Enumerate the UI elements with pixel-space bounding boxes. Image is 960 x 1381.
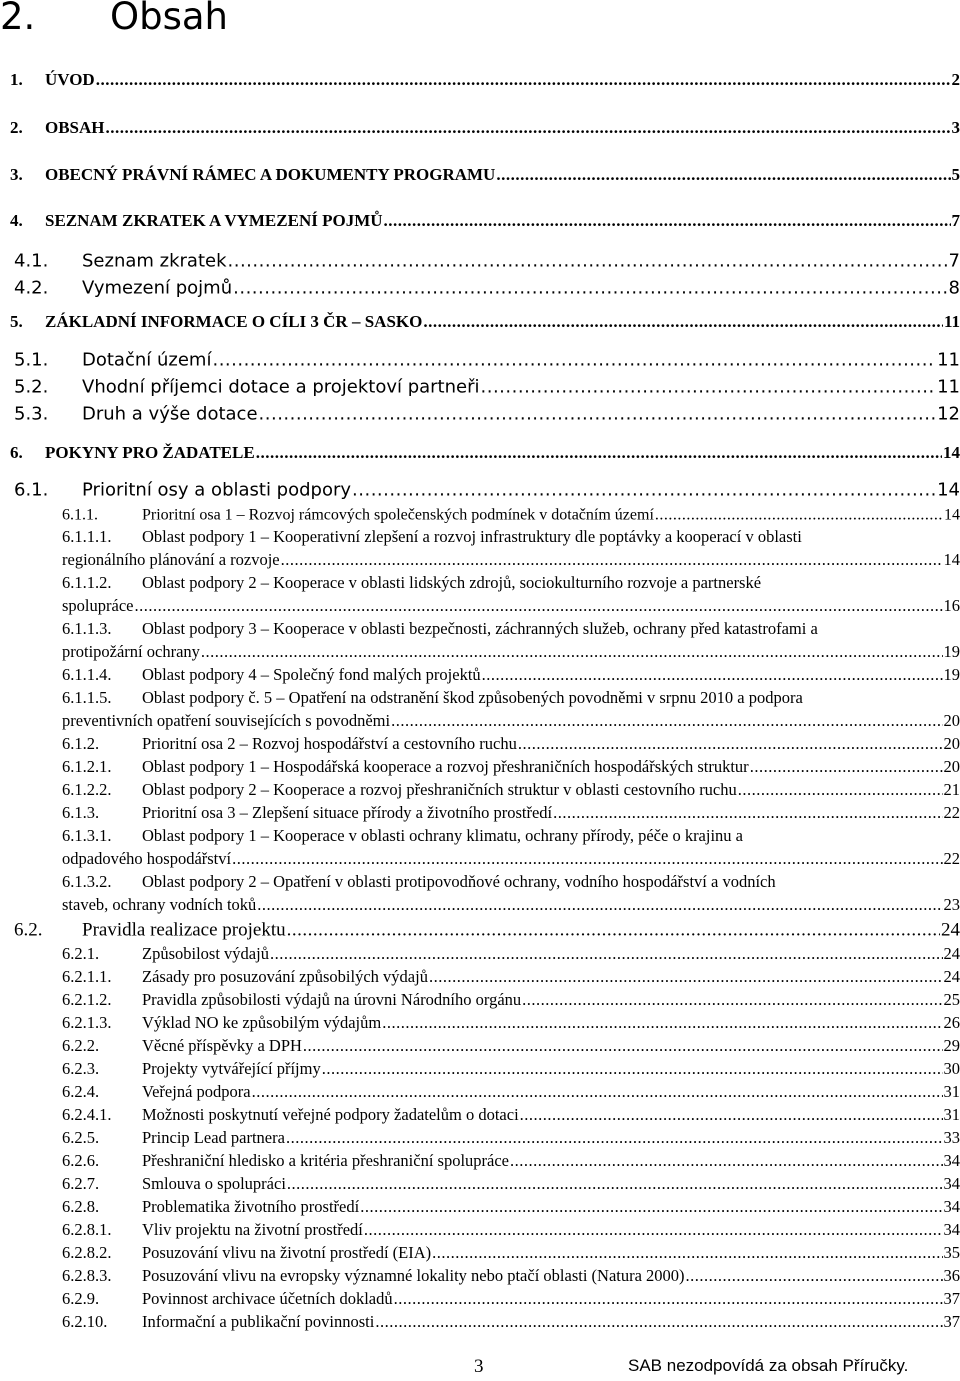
- toc-page-number: 34: [943, 1220, 960, 1239]
- toc-title: Vymezení pojmů: [82, 277, 233, 299]
- toc-number: 5.1.: [14, 349, 49, 371]
- toc-number: 5.: [10, 312, 23, 331]
- toc-leader-dots: [686, 1266, 943, 1286]
- toc-number: 6.2.8.: [62, 1197, 100, 1216]
- toc-number: 6.1.: [14, 479, 49, 501]
- toc-title: OBECNÝ PRÁVNÍ RÁMEC A DOKUMENTY PROGRAMU: [45, 165, 496, 184]
- toc-title: POKYNY PRO ŽADATELE: [45, 443, 255, 462]
- toc-page-number: 20: [943, 734, 960, 753]
- toc-page-number: 23: [943, 895, 960, 914]
- toc-number: 6.1.1.1.: [62, 527, 112, 546]
- toc-title: Vhodní příjemci dotace a projektoví partneři: [82, 376, 480, 398]
- toc-page-number: 19: [943, 642, 960, 661]
- toc-page-number: 14: [937, 479, 960, 501]
- toc-number: 2.: [10, 118, 23, 137]
- toc-title: Veřejná podpora: [142, 1082, 251, 1101]
- toc-leader-dots: [287, 1174, 943, 1194]
- toc-leader-dots: [750, 757, 943, 777]
- toc-number: 6.2.1.3.: [62, 1013, 112, 1032]
- toc-title: Oblast podpory 1 – Hospodářská kooperace a rozvoj přeshraničních hospodářských struktur: [142, 757, 749, 776]
- toc-leader-dots: [96, 70, 951, 90]
- toc-page-number: 7: [951, 211, 960, 230]
- toc-number: 6.1.1.3.: [62, 619, 112, 638]
- toc-leader-dots: [259, 403, 937, 424]
- toc-title: Vliv projektu na životní prostředí: [142, 1220, 363, 1239]
- toc-title: Pravidla způsobilosti výdajů na úrovni Národního orgánu: [142, 990, 522, 1009]
- toc-title: OBSAH: [45, 118, 105, 137]
- toc-title-continuation: staveb, ochrany vodních toků: [62, 895, 257, 914]
- toc-title: Věcné příspěvky a DPH: [142, 1036, 302, 1055]
- toc-number: 6.1.1.2.: [62, 573, 112, 592]
- toc-title-continuation: spolupráce: [62, 596, 134, 615]
- toc-number: 6.1.2.2.: [62, 780, 112, 799]
- toc-page-number: 11: [943, 312, 960, 331]
- toc-title: Způsobilost výdajů: [142, 944, 269, 963]
- toc-page-number: 24: [941, 919, 960, 941]
- toc-title: Oblast podpory 3 – Kooperace v oblasti bezpečnosti, záchranných služeb, ochrany před katastrofami a: [142, 619, 818, 638]
- toc-number: 1.: [10, 70, 23, 89]
- toc-leader-dots: [281, 550, 943, 570]
- toc-leader-dots: [270, 944, 943, 964]
- toc-title: SEZNAM ZKRATEK A VYMEZENÍ POJMŮ: [45, 211, 383, 230]
- toc-page-number: 21: [943, 780, 960, 799]
- toc-number: 5.2.: [14, 376, 49, 398]
- toc-number: 6.1.1.5.: [62, 688, 112, 707]
- toc-title: Oblast podpory 2 – Kooperace a rozvoj přeshraničních struktur v oblasti cestovního ruchu: [142, 780, 737, 799]
- toc-page-number: 14: [943, 550, 960, 569]
- toc-number: 6.1.3.2.: [62, 872, 112, 891]
- toc-page-number: 34: [943, 1151, 960, 1170]
- toc-title: Oblast podpory 1 – Kooperace v oblasti ochrany klimatu, ochrany přírody, péče o krajinu a: [142, 826, 744, 845]
- toc-page-number: 26: [943, 1013, 960, 1032]
- toc-number: 3.: [10, 165, 23, 184]
- toc-leader-dots: [106, 118, 951, 138]
- toc-leader-dots: [522, 990, 942, 1010]
- toc-number: 6.2.9.: [62, 1289, 100, 1308]
- toc-page-number: 5: [951, 165, 960, 184]
- toc-title: Posuzování vlivu na evropsky významné lokality nebo ptačí oblasti (Natura 2000): [142, 1266, 685, 1285]
- toc-title: Oblast podpory 4 – Společný fond malých projektů: [142, 665, 481, 684]
- toc-page-number: 31: [943, 1105, 960, 1124]
- toc-number: 6.1.1.: [62, 506, 98, 524]
- toc-leader-dots: [496, 165, 950, 185]
- toc-number: 6.2.5.: [62, 1128, 100, 1147]
- toc-title: Možnosti poskytnutí veřejné podpory žadatelům o dotaci: [142, 1105, 519, 1124]
- toc-leader-dots: [322, 1059, 943, 1079]
- toc-title-continuation: regionálního plánování a rozvoje: [62, 550, 280, 569]
- toc-number: 6.2.6.: [62, 1151, 100, 1170]
- toc-page-number: 25: [943, 990, 960, 1009]
- toc-title: Oblast podpory č. 5 – Opatření na odstranění škod způsobených povodněmi v srpnu 2010 a podpora: [142, 688, 803, 707]
- toc-page-number: 30: [943, 1059, 960, 1078]
- toc-title: Prioritní osa 3 – Zlepšení situace přírody a životního prostředí: [142, 803, 553, 822]
- toc-number: 6.1.1.4.: [62, 665, 112, 684]
- toc-leader-dots: [738, 780, 943, 800]
- toc-number: 4.2.: [14, 277, 49, 299]
- toc-title-continuation: preventivních opatření souvisejících s povodněmi: [62, 711, 391, 730]
- toc-title: Prioritní osa 2 – Rozvoj hospodářství a cestovního ruchu: [142, 734, 517, 753]
- toc-title: Prioritní osa 1 – Rozvoj rámcových společenských podmínek v dotačním území: [142, 506, 654, 524]
- toc-title: Informační a publikační povinnosti: [142, 1312, 375, 1331]
- toc-title-continuation: odpadového hospodářství: [62, 849, 232, 868]
- toc-page-number: 31: [943, 1082, 960, 1101]
- toc-page-number: 14: [944, 506, 960, 524]
- toc-page-number: 20: [943, 757, 960, 776]
- toc-number: 4.: [10, 211, 23, 230]
- toc-number: 6.2.8.3.: [62, 1266, 112, 1285]
- toc-leader-dots: [518, 734, 943, 754]
- toc-number: 6.2.2.: [62, 1036, 100, 1055]
- toc-page-number: 11: [937, 349, 960, 371]
- toc-number: 6.2.8.2.: [62, 1243, 112, 1262]
- toc-page-number: 36: [943, 1266, 960, 1285]
- toc-leader-dots: [520, 1105, 943, 1125]
- toc-page-number: 7: [948, 250, 960, 272]
- toc-page-number: 22: [943, 849, 960, 868]
- toc-leader-dots: [233, 277, 947, 298]
- toc-title: ÚVOD: [45, 70, 95, 89]
- toc-leader-dots: [481, 376, 937, 397]
- toc-number: 6.2.7.: [62, 1174, 100, 1193]
- toc-page-number: 14: [943, 443, 960, 462]
- toc-leader-dots: [352, 479, 936, 500]
- toc-leader-dots: [232, 849, 942, 869]
- toc-leader-dots: [394, 1289, 943, 1309]
- toc-number: 6.1.2.: [62, 734, 100, 753]
- toc-page-number: 2: [951, 70, 960, 89]
- toc-leader-dots: [510, 1151, 943, 1171]
- toc-title: Dotační území: [82, 349, 212, 371]
- toc-title: Zásady pro posuzování způsobilých výdajů: [142, 967, 428, 986]
- toc-leader-dots: [252, 1082, 943, 1102]
- toc-title: Prioritní osy a oblasti podpory: [82, 479, 352, 501]
- toc-leader-dots: [257, 895, 942, 915]
- toc-leader-dots: [391, 711, 942, 731]
- toc-number: 6.2.4.1.: [62, 1105, 112, 1124]
- toc-leader-dots: [382, 1013, 942, 1033]
- toc-page-number: 34: [943, 1197, 960, 1216]
- toc-title: Pravidla realizace projektu: [82, 919, 286, 941]
- toc-leader-dots: [655, 506, 943, 524]
- toc-leader-dots: [423, 312, 943, 332]
- toc-leader-dots: [134, 596, 942, 616]
- toc-leader-dots: [364, 1220, 943, 1240]
- toc-title: Seznam zkratek: [82, 250, 227, 272]
- toc-page-number: 24: [943, 944, 960, 963]
- toc-leader-dots: [384, 211, 951, 231]
- toc-number: 4.1.: [14, 250, 49, 272]
- toc-title: Oblast podpory 2 – Kooperace v oblasti lidských zdrojů, sociokulturního rozvoje a partnerské: [142, 573, 762, 592]
- toc-page-number: 37: [943, 1289, 960, 1308]
- toc-page-number: 11: [937, 376, 960, 398]
- toc-title: Oblast podpory 2 – Opatření v oblasti protipovodňové ochrany, vodního hospodářství a vodních: [142, 872, 776, 891]
- toc-leader-dots: [553, 803, 942, 823]
- toc-number: 6.: [10, 443, 23, 462]
- toc-page-number: 29: [943, 1036, 960, 1055]
- heading-title: Obsah: [110, 0, 229, 38]
- toc-number: 6.2.8.1.: [62, 1220, 112, 1239]
- toc-title: Výklad NO ke způsobilým výdajům: [142, 1013, 382, 1032]
- toc-title: Projekty vytvářející příjmy: [142, 1059, 321, 1078]
- toc-leader-dots: [303, 1036, 943, 1056]
- toc-page-number: 16: [943, 596, 960, 615]
- toc-number: 6.2.4.: [62, 1082, 100, 1101]
- toc-leader-dots: [228, 250, 948, 271]
- toc-number: 6.2.1.2.: [62, 990, 112, 1009]
- toc-leader-dots: [429, 967, 943, 987]
- toc-leader-dots: [286, 1128, 943, 1148]
- toc-page-number: 20: [943, 711, 960, 730]
- toc-page-number: 33: [943, 1128, 960, 1147]
- toc-leader-dots: [375, 1312, 942, 1332]
- toc-number: 6.1.2.1.: [62, 757, 112, 776]
- toc-leader-dots: [360, 1197, 942, 1217]
- toc-leader-dots: [212, 349, 936, 370]
- toc-title-continuation: protipožární ochrany: [62, 642, 200, 661]
- toc-page-number: 37: [943, 1312, 960, 1331]
- toc-title: ZÁKLADNÍ INFORMACE O CÍLI 3 ČR – SASKO: [45, 312, 423, 331]
- toc-leader-dots: [432, 1243, 942, 1263]
- toc-title: Smlouva o spolupráci: [142, 1174, 286, 1193]
- toc-page-number: 35: [943, 1243, 960, 1262]
- toc-title: Posuzování vlivu na životní prostředí (EIA): [142, 1243, 432, 1262]
- toc-number: 6.2.3.: [62, 1059, 100, 1078]
- toc-page-number: 8: [948, 277, 960, 299]
- toc-page-number: 12: [937, 403, 960, 425]
- toc-page-number: 22: [943, 803, 960, 822]
- toc-title: Přeshraniční hledisko a kritéria přeshraniční spolupráce: [142, 1151, 509, 1170]
- toc-title: Druh a výše dotace: [82, 403, 258, 425]
- footer-disclaimer: SAB nezodpovídá za obsah Příručky.: [628, 1356, 909, 1375]
- toc-title: Povinnost archivace účetních dokladů: [142, 1289, 393, 1308]
- toc-leader-dots: [256, 443, 942, 463]
- toc-page-number: 3: [951, 118, 960, 137]
- toc-number: 5.3.: [14, 403, 49, 425]
- toc-page-number: 34: [943, 1174, 960, 1193]
- toc-number: 6.1.3.: [62, 803, 100, 822]
- toc-leader-dots: [482, 665, 943, 685]
- toc-number: 6.2.: [14, 919, 43, 941]
- toc-page-number: 24: [943, 967, 960, 986]
- toc-title: Problematika životního prostředí: [142, 1197, 360, 1216]
- toc-number: 6.2.1.1.: [62, 967, 112, 986]
- toc-title: Princip Lead partnera: [142, 1128, 285, 1147]
- toc-leader-dots: [287, 920, 940, 942]
- toc-title: Oblast podpory 1 – Kooperativní zlepšení a rozvoj infrastruktury dle poptávky a kooperací v oblasti: [142, 527, 802, 546]
- heading-number: 2.: [0, 0, 36, 38]
- footer-page-number: 3: [474, 1356, 484, 1377]
- toc-leader-dots: [201, 642, 943, 662]
- toc-number: 6.2.1.: [62, 944, 100, 963]
- toc-number: 6.2.10.: [62, 1312, 108, 1331]
- toc-page-number: 19: [943, 665, 960, 684]
- toc-number: 6.1.3.1.: [62, 826, 112, 845]
